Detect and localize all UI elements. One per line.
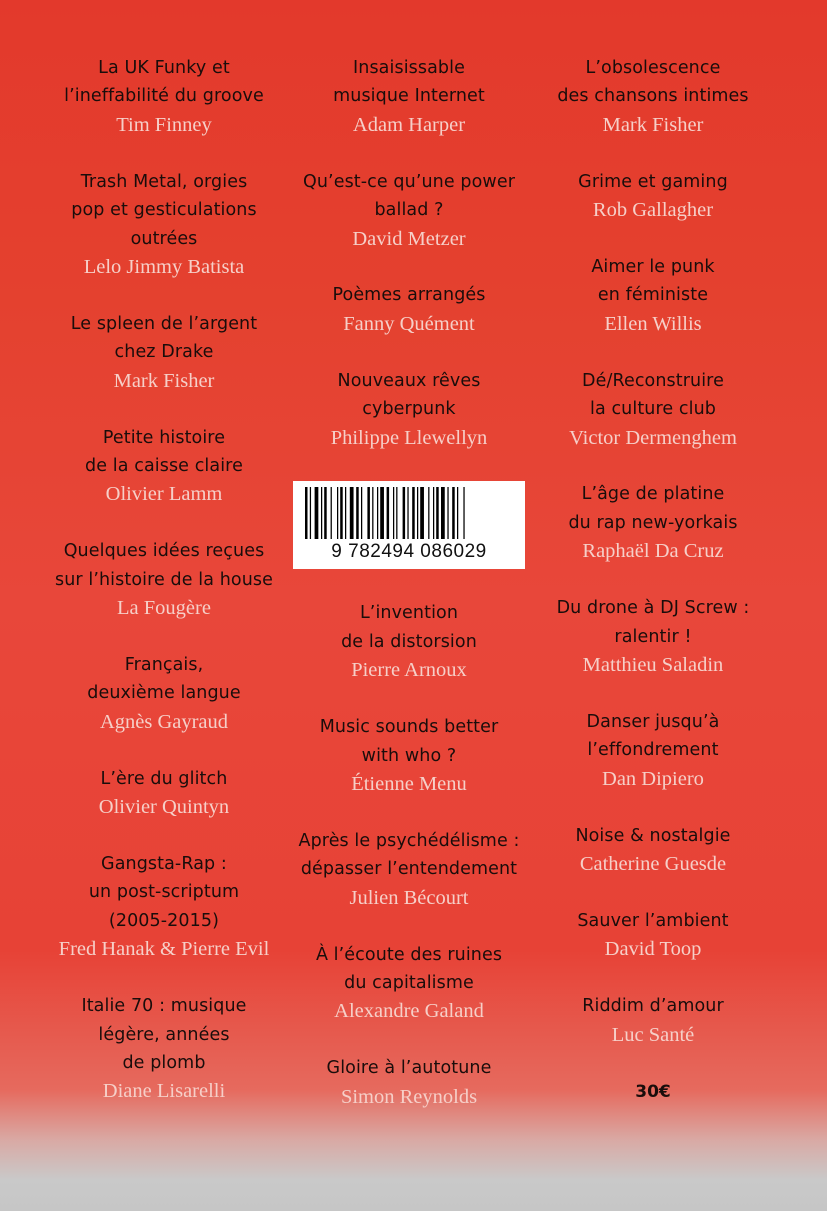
essay-author: Raphaël Da Cruz — [582, 540, 724, 563]
essay-title: La UK Funky et l’ineffabilité du groove — [64, 58, 264, 107]
essay-entry — [577, 907, 728, 964]
essay-entry — [303, 168, 515, 253]
essay-entry — [59, 850, 270, 964]
essay-entry — [331, 367, 488, 452]
essay-author: Olivier Quintyn — [98, 796, 230, 819]
essay-entry — [71, 310, 257, 395]
isbn-barcode — [293, 481, 525, 569]
essay-author: Pierre Arnoux — [351, 659, 467, 682]
essay-author: Philippe Llewellyn — [330, 426, 488, 449]
essay-entry — [64, 54, 264, 139]
essay-entry — [557, 594, 750, 679]
essay-title: L’âge de platine du rap new-yorkais — [568, 484, 738, 533]
essay-entry — [316, 941, 502, 1026]
essay-entry — [557, 54, 748, 139]
essay-author: Mark Fisher — [602, 113, 704, 136]
essay-author: Catherine Guesde — [579, 853, 727, 876]
essay-author: Dan Dipiero — [602, 767, 704, 790]
essay-entry — [299, 827, 520, 912]
essay-entry — [55, 537, 273, 622]
essay-title: Music sounds better with who ? — [319, 717, 499, 766]
essay-title: Danser jusqu’à l’effondrement — [586, 711, 720, 761]
essay-title: Aimer le punk en féministe — [591, 257, 715, 306]
essay-author: Ellen Willis — [604, 312, 702, 335]
essay-author: Diane Lisarelli — [102, 1080, 226, 1103]
essay-entry — [99, 765, 229, 822]
essay-title: Après le psychédélisme : dépasser l’entendement — [298, 830, 520, 880]
essay-title: Italie 70 : musique légère, années de plomb — [81, 996, 247, 1073]
essay-title: L’obsolescence des chansons intimes — [557, 58, 749, 107]
essay-title: Noise & nostalgie — [575, 825, 731, 846]
contents-column-1 — [39, 54, 289, 1134]
essay-title: Qu’est-ce qu’une power ballad ? — [302, 171, 515, 221]
essay-title: Insaisissable musique Internet — [333, 58, 485, 107]
essay-entry — [87, 651, 240, 736]
essay-title: L’invention de la distorsion — [341, 603, 477, 652]
isbn-number: 9 782494 086029 — [331, 541, 487, 563]
barcode-icon — [303, 487, 515, 539]
essay-author: Matthieu Saladin — [582, 654, 724, 676]
essay-entry — [575, 822, 730, 879]
essay-entry — [71, 168, 256, 282]
essay-title: Poèmes arrangés — [332, 285, 486, 306]
essay-author: Adam Harper — [352, 113, 466, 136]
essay-title: Nouveaux rêves cyberpunk — [337, 370, 481, 420]
essay-entry — [582, 992, 724, 1049]
essay-title: À l’écoute des ruines du capitalisme — [315, 944, 503, 994]
essay-entry — [587, 708, 720, 793]
essay-entry — [332, 281, 485, 338]
essay-title: Petite histoire de la caisse claire — [85, 427, 243, 476]
essay-entry — [327, 1054, 492, 1111]
essay-title: Trash Metal, orgies pop et gesticulations outrées — [71, 171, 257, 249]
essay-title: Le spleen de l’argent chez Drake — [70, 313, 258, 363]
essay-author: Mark Fisher — [113, 369, 215, 392]
contents-column-2 — [284, 54, 534, 1140]
essay-title: Riddim d’amour — [582, 996, 724, 1017]
essay-author: Tim Finney — [116, 113, 212, 136]
essay-author: Luc Santé — [611, 1023, 695, 1046]
essay-author: Fred Hanak & Pierre Evil — [58, 938, 270, 961]
essay-author: Victor Dermenghem — [569, 426, 737, 449]
essay-entry — [568, 480, 737, 565]
essay-author: Agnès Gayraud — [99, 710, 229, 733]
essay-entry — [569, 367, 737, 452]
essay-title: Dé/Reconstruire la culture club — [582, 370, 724, 420]
essay-author: Julien Bécourt — [349, 886, 469, 909]
essay-entry — [341, 599, 477, 684]
essay-author: Lelo Jimmy Batista — [83, 255, 245, 278]
essay-author: Étienne Menu — [351, 773, 467, 795]
essay-entry — [320, 713, 499, 798]
essay-title: Gangsta-Rap : un post-scriptum (2005-2015) — [88, 854, 240, 931]
essay-author: Rob Gallagher — [592, 199, 714, 222]
essay-entry — [578, 168, 728, 225]
essay-entry — [333, 54, 485, 139]
essay-title: Sauver l’ambient — [577, 910, 729, 931]
essay-title: Gloire à l’autotune — [326, 1058, 492, 1079]
essay-author: Fanny Quément — [343, 312, 475, 335]
essay-author: Simon Reynolds — [340, 1085, 478, 1108]
price-label: 30€ — [635, 1081, 671, 1102]
essay-entry — [591, 253, 714, 338]
essay-title: Français, deuxième langue — [87, 655, 241, 704]
essay-author: Alexandre Galand — [334, 1000, 484, 1023]
essay-entry — [85, 424, 243, 509]
contents-column-3 — [528, 54, 778, 1106]
essay-entry — [81, 992, 246, 1106]
essay-title: Du drone à DJ Screw : ralentir ! — [556, 598, 750, 647]
essay-author: Olivier Lamm — [105, 483, 223, 506]
essay-author: David Toop — [604, 938, 702, 961]
essay-author: David Metzer — [352, 227, 466, 250]
essay-title: L’ère du glitch — [100, 768, 228, 789]
essay-author: La Fougère — [117, 597, 211, 620]
essay-title: Grime et gaming — [578, 171, 728, 192]
essay-title: Quelques idées reçues sur l’histoire de la house — [55, 541, 273, 590]
